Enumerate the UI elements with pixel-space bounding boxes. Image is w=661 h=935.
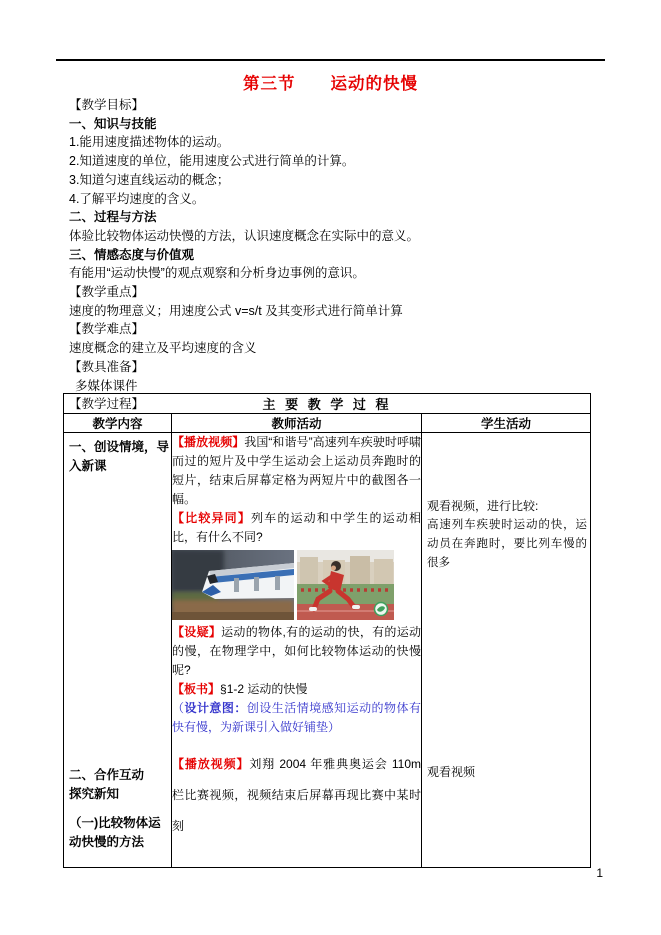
section2-line1: 二、合作互动 — [69, 768, 145, 782]
page-title: 第三节 运动的快慢 — [243, 75, 418, 93]
runner-face — [331, 566, 336, 571]
intro-line: 2.知道速度的单位，能用速度公式进行简单的计算。 — [69, 154, 355, 169]
media-row — [172, 550, 421, 620]
intro-heading: 三、情感态度与价值观 — [69, 247, 195, 262]
intro-line: 【教学过程】 — [69, 397, 145, 412]
paragraph-text: 刘翔 2004 年雅典奥运会 110m 栏比赛视频，视频结束后屏幕再现比赛中某时刻 — [172, 757, 421, 833]
intro-heading: 一、知识与技能 — [69, 116, 157, 131]
train-door — [234, 578, 239, 592]
intro-line: 体验比较物体运动快慢的方法，认识速度概念在实际中的意义。 — [69, 228, 420, 243]
teacher-paragraph-compare — [172, 509, 421, 547]
board-tag: 【板书】 — [172, 682, 221, 696]
paragraph-text: 运动的物体,有的运动的快，有的运动的慢，在物理学中，如何比较物体运动的快慢呢? — [172, 625, 421, 677]
section1-label: 一、创设情境，导入新课 — [69, 440, 170, 473]
teacher-paragraph-question — [172, 623, 421, 680]
column-header-teacher: 教师活动 — [172, 414, 422, 433]
paragraph-text: 列车的运动和中学生的运动相比，有什么不同? — [172, 511, 421, 544]
building — [374, 559, 393, 584]
lesson-process-table — [63, 393, 591, 868]
intro-line: 【教学重点】 — [69, 285, 145, 300]
question-tag: 【设疑】 — [172, 625, 222, 639]
building — [300, 557, 318, 584]
paragraph-text: 我国“和谐号”高速列车疾驶时呼啸而过的短片及中学生运动会上运动员奔跑时的短片，结束后屏幕定格为两短片中的截图各一幅。 — [172, 435, 421, 506]
train-photo — [172, 550, 294, 620]
runner-shoe — [309, 607, 317, 611]
paragraph-text: 创设生活情境感知运动的物体有快有慢，为新课引入做好铺垫） — [172, 701, 421, 734]
watermark-icon — [375, 603, 388, 616]
runner-photo — [297, 550, 394, 620]
student-response-2: 观看视频 — [427, 765, 476, 779]
intro-section — [69, 96, 609, 414]
intro-line: 【教学难点】 — [69, 322, 145, 337]
train-door — [275, 576, 280, 590]
section2-line2: 探究新知 — [69, 787, 120, 801]
student-response-body: 高速列车疾驶时运动的快，运动员在奔跑时，要比列车慢的很多 — [427, 519, 587, 569]
paragraph-text: §1-2 运动的快慢 — [220, 682, 308, 696]
teacher-paragraph-video1 — [172, 433, 421, 509]
intro-line: 速度概念的建立及平均速度的含义 — [69, 341, 257, 356]
play-video-tag: 【播放视频】 — [172, 435, 245, 449]
student-response-head: 观看视频，进行比较: — [427, 499, 539, 513]
intro-line: 4.了解平均速度的含义。 — [69, 191, 205, 206]
section2-sub-label: （一)比较物体运动快慢的方法 — [69, 816, 161, 849]
teacher-paragraph-board — [172, 680, 421, 699]
play-video-tag: 【播放视频】 — [172, 757, 250, 771]
column-header-student: 学生活动 — [422, 414, 591, 433]
student-response-1 — [427, 497, 587, 573]
compare-tag: 【比较异同】 — [172, 511, 251, 525]
intro-line: 3.知道匀速直线运动的概念； — [69, 172, 230, 187]
intro-line: 多媒体课件 — [75, 378, 138, 393]
content-column-cell — [64, 433, 172, 868]
table-title: 主 要 教 学 过 程 — [64, 394, 591, 414]
design-intent-label: 设计意图： — [184, 701, 247, 715]
section2-label — [69, 766, 169, 804]
teacher-activity-cell — [172, 433, 422, 868]
intro-line: 1.能用速度描述物体的运动。 — [69, 135, 230, 150]
intro-heading: 二、过程与方法 — [69, 210, 157, 225]
design-intent-paragraph — [172, 699, 421, 737]
train-track — [172, 612, 294, 620]
intro-line: 有能用“运动快慢”的观点观察和分析身边事例的意识。 — [69, 266, 365, 281]
train-door — [254, 577, 259, 591]
header-rule — [56, 59, 605, 61]
teacher-paragraph-video2 — [172, 749, 421, 842]
intro-line: 速度的物理意义；用速度公式 v=s/t 及其变形式进行简单计算 — [69, 303, 403, 318]
paren-open: （ — [172, 701, 185, 715]
runner-shoe — [352, 605, 360, 609]
student-activity-cell — [422, 433, 591, 868]
intro-line: 【教具准备】 — [69, 359, 145, 374]
building — [350, 556, 370, 584]
page-number: 1 — [596, 866, 603, 880]
intro-line: 【教学目标】 — [69, 98, 145, 112]
column-header-content: 教学内容 — [64, 414, 172, 433]
